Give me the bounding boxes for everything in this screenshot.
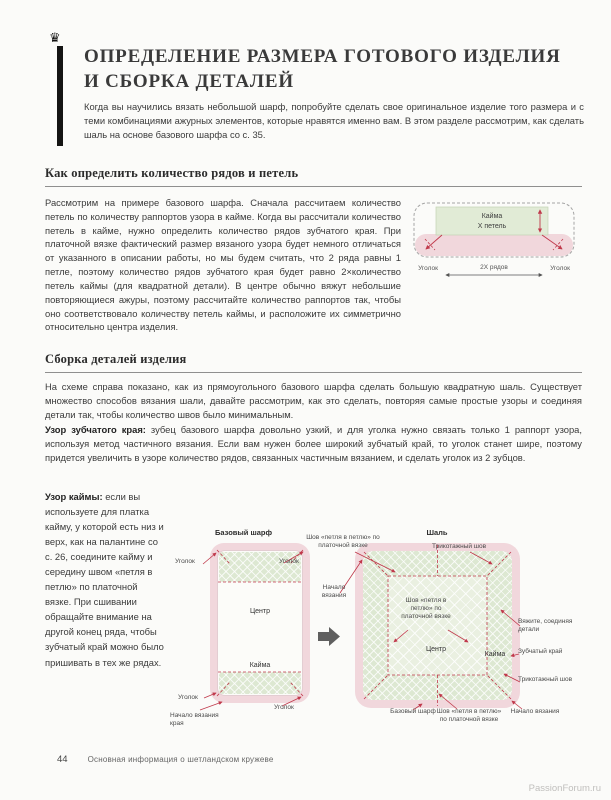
label-corner-top-left: Уголок: [175, 558, 195, 565]
band-count-diagram: [408, 198, 584, 290]
label-knit-seam-top: Трикотажный шов: [432, 543, 487, 550]
band-label-line2: X петель: [477, 223, 507, 230]
assembly-figure: [170, 498, 585, 754]
zigzag-edge-text: зубец базового шарфа довольно узкий, и для уголка нужно связать только 1 раппорт узора, используя метод частичного вязания. Если вам нужен более широкий зубчатый край, то уголок станет шире, поэтому придется увеличить в узоре количество рядов, связанных частичным вязанием, и сделать уголок из 2 зубцов.: [45, 424, 583, 463]
label-edge-start: Начало вязания края: [170, 712, 219, 728]
title-accent-bar: [57, 46, 63, 146]
shawl-center-area: [388, 576, 487, 675]
section-heading-rows: Как определить количество рядов и петель: [45, 166, 582, 187]
label-knit-seam-right: Трикотажный шов: [518, 676, 573, 683]
label-scarf-border: Кайма: [249, 662, 271, 669]
label-corner-top-right: Уголок: [279, 558, 299, 565]
page-footer: [57, 754, 274, 765]
section-assembly-body: На схеме справа показано, как из прямоугольного базового шарфа сделать большую квадратную шаль. Существует множество способов вязания шали, давайте рассмотрим, как это сделать, повторяя самые простые узоры и соединяя детали так, чтобы количество швов было минимальным.: [45, 381, 582, 420]
label-corner-bottom-right: Уголок: [274, 704, 294, 711]
shawl-figure-title: Шаль: [426, 528, 448, 537]
page-number: 44: [57, 754, 68, 765]
label-shawl-border: Кайма: [484, 651, 506, 658]
scarf-diagram: [210, 543, 310, 703]
intro-paragraph: Когда вы научились вязать небольшой шарф, попробуйте сделать свое оригинальное изделие того размера и с теми комбинациями ажурных элементов, которые нравятся именно вам. В этом разделе рассмотрим, как сделать шаль на основе базового шарфа со с. 35.: [84, 101, 584, 141]
crown-icon: ♛: [49, 30, 61, 45]
page-title-line2: И СБОРКА ДЕТАЛЕЙ: [84, 70, 294, 92]
border-pattern-lead: Узор каймы:: [45, 491, 103, 502]
label-scarf-bottom: Базовый шарф: [390, 708, 436, 715]
watermark: PassionForum.ru: [528, 783, 601, 794]
scarf-figure-title: Базовый шарф: [215, 528, 273, 537]
section-rows-body: Рассмотрим на примере базового шарфа. Сначала рассчитаем количество петель по количеству раппортов узора в кайме. Когда вы рассчитали количество петель в кайме, нужно определить количество рядов зубчатого края. При платочной вязке фактический размер вязаного узора будет немного отличаться от указанного в описании работы, но мы будем считать, что 2 ряда равны 1 петле, поэтому количество рядов зубчатого края будет равно 2×количество петель каймы (для квадратной детали). В центре обычно вяжут небольшие повторяющиеся ажуры, поэтому рассчитайте количество раппортов так, чтобы оно соответствовало количеству петель каймы, и расположите их симметрично относительно центра изделия.: [45, 197, 401, 333]
label-zigzag-edge: Зубчатый край: [518, 648, 563, 655]
label-seam-inner: Шов «петля в петлю» по платочной вязке: [401, 597, 451, 621]
footer-text: Основная информация о шетландском кружеве: [87, 755, 274, 764]
label-shawl-center: Центр: [425, 646, 447, 653]
label-scarf-center: Центр: [249, 608, 271, 615]
transform-arrow-icon: [318, 627, 340, 646]
section-heading-assembly: Сборка деталей изделия: [45, 352, 582, 373]
scarf-border-pattern-bottom: [219, 672, 301, 694]
border-pattern-text: если вы используете для платка кайму, у которой есть низ и верх, как на палантине со с. 26, соедините кайму и середину швом «петля в петлю» по платочной вязке. При сшивании обращайте внимание на другой конец ряда, чтобы зубчатый край можно было пришивать в тех же рядах.: [45, 491, 164, 668]
label-start-left: Начало вязания: [321, 584, 347, 600]
band-label-line1: Кайма: [481, 213, 503, 220]
band-count-diagram-svg: [408, 198, 584, 290]
label-join-details: Вяжите, соединяя детали: [518, 618, 573, 634]
scarf-border-pattern-top: [219, 552, 301, 582]
label-corner-bottom-left: Уголок: [178, 694, 198, 701]
zigzag-edge-paragraph: [45, 423, 582, 464]
diagram-corner-right-label: Уголок: [550, 265, 570, 272]
label-seam-bottom: Шов «петля в петлю» по платочной вязке: [436, 708, 502, 724]
diagram-rows-label: 2X рядов: [480, 264, 508, 271]
zigzag-edge-lead: Узор зубчатого края:: [45, 424, 146, 435]
border-pattern-paragraph: [45, 489, 165, 670]
page-title-line1: ОПРЕДЕЛЕНИЕ РАЗМЕРА ГОТОВОГО ИЗДЕЛИЯ: [84, 46, 561, 67]
label-seam-top: Шов «петля в петлю» по платочной вязке: [306, 534, 380, 550]
label-start-bottom: Начало вязания: [510, 708, 560, 715]
page-title: [84, 45, 561, 94]
diagram-corner-left-label: Уголок: [418, 265, 438, 272]
shawl-diagram: [355, 543, 520, 708]
